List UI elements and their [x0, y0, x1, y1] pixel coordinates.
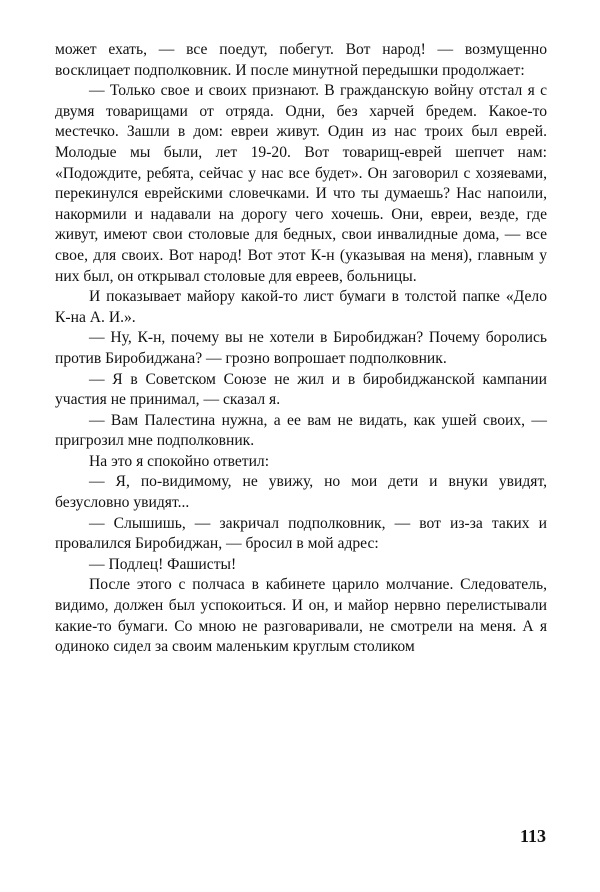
paragraph-7: На это я спокойно ответил: — [89, 452, 270, 470]
paragraph-6: — Вам Палестина нужна, а ее вам не видать, как ушей своих, — пригрозил мне подполковник. — [55, 411, 547, 450]
paragraph-4: — Ну, К-н, почему вы не хотели в Биробиджан? Почему боролись против Биробиджана? — грозно вопрошает подполковник. — [55, 329, 547, 367]
paragraph-8: — Я, по-видимому, не увижу, но мои дети и внуки увидят, безусловно увидят... — [55, 473, 547, 512]
page-number: 113 — [519, 826, 546, 846]
page-text — [55, 40, 547, 658]
paragraph-1: может ехать, — все поедут, побегут. Вот народ! — возмущенно восклицает подполковник. И после минутной передышки продолжает: — [55, 41, 547, 79]
paragraph-9: — Слышишь, — закричал подполковник, — вот из-за таких и провалился Биробиджан, — бросил в мой адрес: — [55, 514, 547, 553]
paragraph-10: — Подлец! Фашисты! — [89, 555, 237, 573]
paragraph-5: — Я в Советском Союзе не жил и в биробиджанской кампании участия не принимал, — сказал я. — [55, 370, 547, 409]
paragraph-2: — Только свое и своих признают. В гражданскую войну отстал я с двумя товарищами от отряда. Одни, без харчей бредем. Какое-то местечко. Зашли в дом: евреи живут. Один из нас троих был еврей. Молодые мы были, лет 19-20. Вот товарищ-еврей шепчет нам: «Подождите, ребята, сейчас у нас все будет». Он заговорил с хозяевами, перекинулся еврейскими словечками. И что ты думаешь? Нас напоили, накормили и надавали на дорогу чего хочешь. Они, евреи, везде, где живут, имеют свои столовые для бедных, свои инвалидные дома, — все свое, для своих. Вот народ! Вот этот К-н (указывая на меня), главным у них был, он открывал столовые для евреев, больницы. — [55, 82, 547, 285]
paragraph-3: И показывает майору какой-то лист бумаги в толстой папке «Дело К-на А. И.». — [55, 288, 547, 326]
paragraph-11: После этого с полчаса в кабинете царило молчание. Следователь, видимо, должен был успокоиться. И он, и майор нервно перелистывали какие-то бумаги. Со мною не разговаривали, не смотрели на меня. А я одиноко сидел за своим маленьким круглым столиком — [55, 576, 547, 656]
